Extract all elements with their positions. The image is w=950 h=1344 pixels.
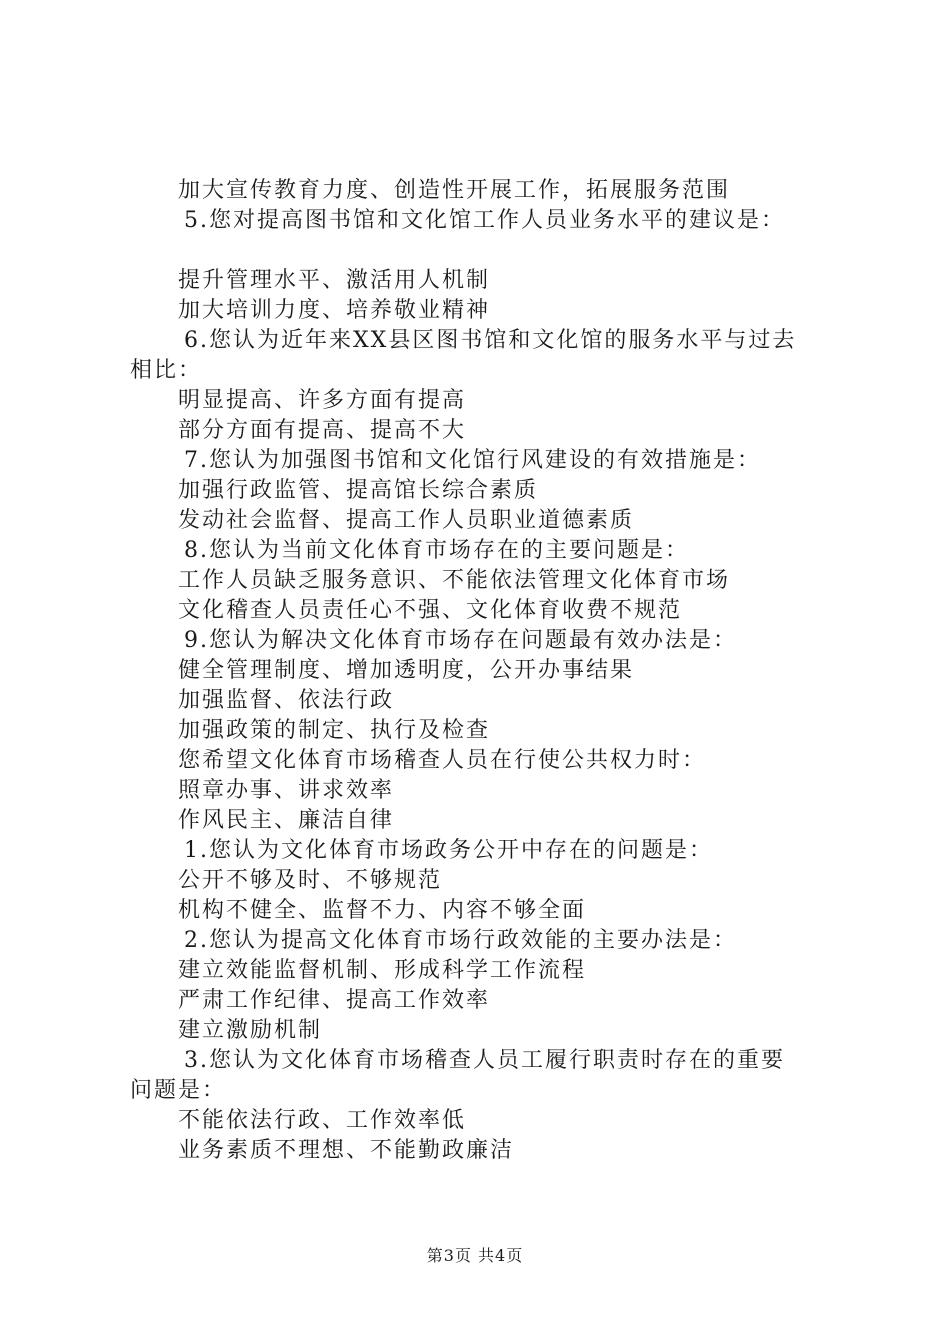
question-2: 2.您认为提高文化体育市场行政效能的主要办法是： (184, 928, 737, 953)
question-3: 3.您认为文化体育市场稽查人员工履行职责时存在的重要 (184, 1048, 785, 1073)
answer-line: 部分方面有提高、提高不大 (178, 418, 467, 443)
answer-line: 文化稽查人员责任心不强、文化体育收费不规范 (178, 598, 683, 623)
page-footer: 第3页 共4页 (426, 1246, 524, 1265)
answer-line: 照章办事、讲求效率 (178, 778, 395, 803)
question-6-continuation: 相比： (130, 358, 203, 383)
answer-line: 加大宣传教育力度、创造性开展工作，拓展服务范围 (178, 178, 731, 203)
answer-line: 加强行政监管、提高馆长综合素质 (178, 478, 539, 503)
question-7: 7.您认为加强图书馆和文化馆行风建设的有效措施是： (184, 448, 761, 473)
answer-line: 建立激励机制 (178, 1018, 323, 1043)
answer-line: 业务素质不理想、不能勤政廉洁 (178, 1138, 515, 1163)
answer-line: 工作人员缺乏服务意识、不能依法管理文化体育市场 (178, 568, 731, 593)
answer-line: 作风民主、廉洁自律 (178, 808, 395, 833)
answer-line: 提升管理水平、激活用人机制 (178, 268, 491, 293)
answer-line: 加强政策的制定、执行及检查 (178, 718, 491, 743)
answer-line: 不能依法行政、工作效率低 (178, 1108, 467, 1133)
question-5: 5.您对提高图书馆和文化馆工作人员业务水平的建议是： (184, 208, 785, 233)
answer-line: 公开不够及时、不够规范 (178, 868, 443, 893)
document-body (130, 176, 830, 1166)
question-6: 6.您认为近年来XX县区图书馆和文化馆的服务水平与过去 (184, 328, 797, 353)
question-3-continuation: 问题是： (130, 1078, 227, 1103)
answer-line: 机构不健全、监督不力、内容不够全面 (178, 898, 587, 923)
answer-line: 加强监督、依法行政 (178, 688, 395, 713)
question-9: 9.您认为解决文化体育市场存在问题最有效办法是： (184, 628, 737, 653)
question-line: 您希望文化体育市场稽查人员在行使公共权力时： (178, 748, 707, 773)
answer-line: 发动社会监督、提高工作人员职业道德素质 (178, 508, 635, 533)
answer-line: 健全管理制度、增加透明度，公开办事结果 (178, 658, 635, 683)
question-1: 1.您认为文化体育市场政务公开中存在的问题是： (184, 838, 713, 863)
answer-line: 加大培训力度、培养敬业精神 (178, 298, 491, 323)
answer-line: 建立效能监督机制、形成科学工作流程 (178, 958, 587, 983)
question-8: 8.您认为当前文化体育市场存在的主要问题是： (184, 538, 689, 563)
answer-line: 明显提高、许多方面有提高 (178, 388, 467, 413)
answer-line: 严肃工作纪律、提高工作效率 (178, 988, 491, 1013)
blank-line (130, 236, 830, 266)
